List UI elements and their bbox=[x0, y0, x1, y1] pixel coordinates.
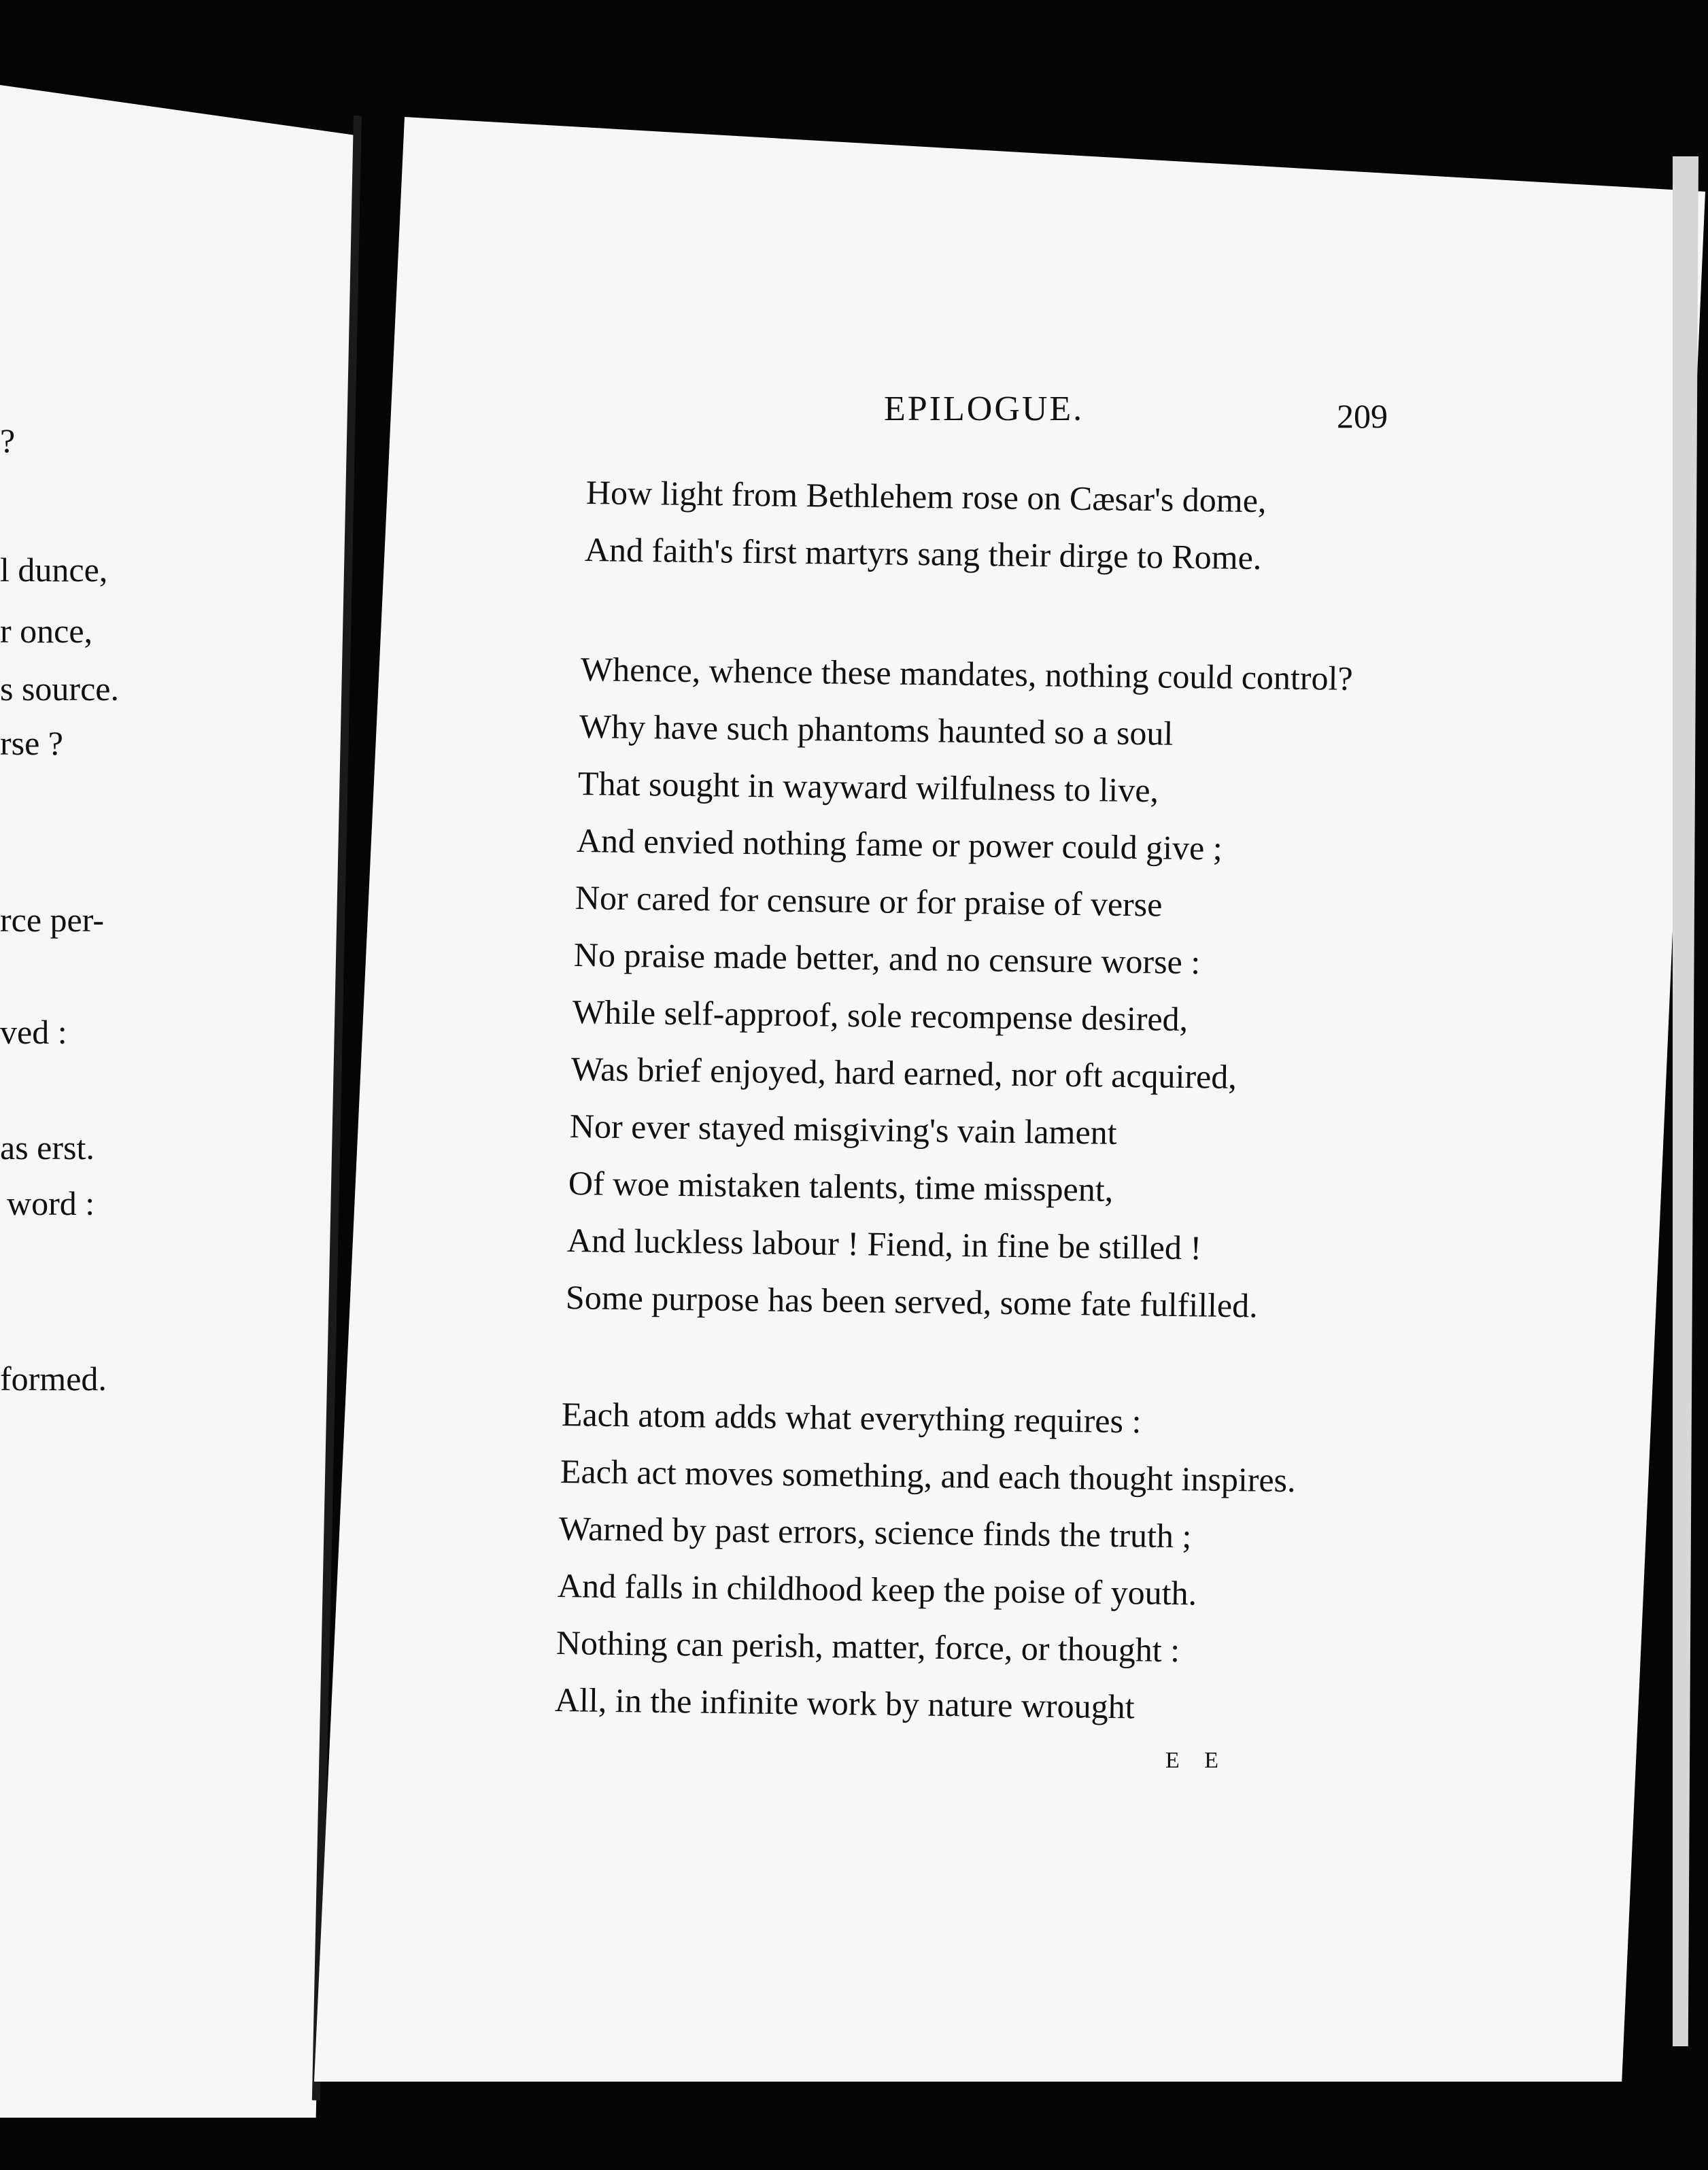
left-fragment: s source. bbox=[0, 670, 119, 708]
left-fragment: as erst. bbox=[0, 1129, 95, 1167]
poem-line: Warned by past errors, science finds the truth ; bbox=[558, 1509, 1192, 1555]
poem-line: That sought in wayward wilfulness to live, bbox=[577, 764, 1159, 810]
left-fragment: ved : bbox=[0, 1013, 67, 1051]
left-fragment: ? bbox=[0, 421, 16, 460]
poem-line: Each atom adds what everything requires : bbox=[561, 1395, 1142, 1441]
poem-line: And faith's first martyrs sang their dirge to Rome. bbox=[584, 530, 1262, 577]
poem-line: Nothing can perish, matter, force, or thought : bbox=[556, 1623, 1180, 1670]
left-fragment: formed. bbox=[0, 1360, 107, 1398]
left-fragment: word : bbox=[7, 1184, 95, 1222]
poem-line: All, in the infinite work by nature wrought bbox=[554, 1681, 1135, 1726]
running-head: EPILOGUE. bbox=[884, 390, 1084, 428]
poem-line: Was brief enjoyed, hard earned, nor oft acquired, bbox=[570, 1050, 1237, 1096]
left-page bbox=[0, 85, 359, 2118]
left-fragment: rse ? bbox=[0, 724, 63, 762]
poem-line: Each act moves something, and each thought inspires. bbox=[560, 1452, 1296, 1500]
page-edge-shadow bbox=[1673, 156, 1698, 2046]
page-number: 209 bbox=[1337, 397, 1388, 435]
poem-line: How light from Bethlehem rose on Cæsar's dome, bbox=[585, 473, 1267, 520]
poem-line: Nor cared for censure or for praise of verse bbox=[575, 878, 1163, 924]
poem-line: Nor ever stayed misgiving's vain lament bbox=[569, 1107, 1117, 1152]
left-fragment: rce per- bbox=[0, 901, 105, 939]
poem-line: No praise made better, and no censure worse : bbox=[573, 935, 1201, 982]
poem-line: Why have such phantoms haunted so a soul bbox=[579, 707, 1174, 753]
left-fragment: r once, bbox=[0, 612, 93, 650]
poem-line: And luckless labour ! Fiend, in fine be stilled ! bbox=[566, 1221, 1202, 1267]
poem-line: Some purpose has been served, some fate fulfilled. bbox=[565, 1278, 1259, 1325]
poem-line: Of woe mistaken talents, time misspent, bbox=[568, 1164, 1114, 1209]
left-fragment: l dunce, bbox=[0, 551, 108, 589]
signature-mark: E E bbox=[1165, 1748, 1229, 1773]
poem-line: And envied nothing fame or power could give ; bbox=[576, 821, 1223, 867]
poem-line: And falls in childhood keep the poise of youth. bbox=[557, 1566, 1197, 1613]
poem-line: Whence, whence these mandates, nothing could control? bbox=[580, 650, 1353, 698]
poem-line: While self-approof, sole recompense desired, bbox=[572, 993, 1189, 1039]
